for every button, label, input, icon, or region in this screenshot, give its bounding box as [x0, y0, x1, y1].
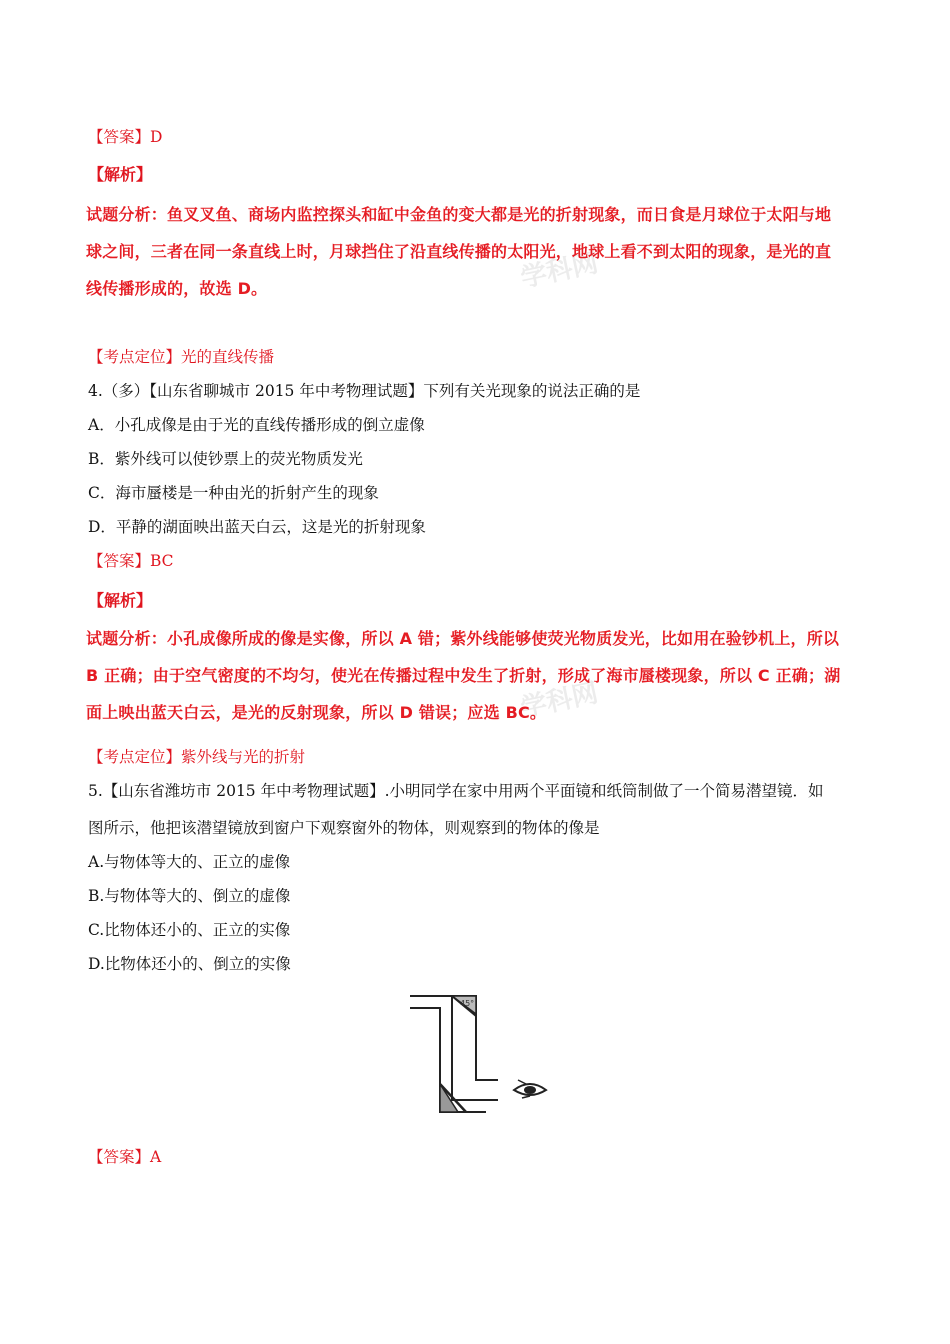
- analysis-line: 面上映出蓝天白云，是光的反射现象，所以 D 错误；应选 BC。: [86, 703, 547, 722]
- q4-option-c: C．海市蜃楼是一种由光的折射产生的现象: [88, 484, 379, 502]
- q5-answer: 【答案】A: [88, 1148, 162, 1166]
- watermark: 学科网: [518, 678, 601, 724]
- q3-kaodian: 【考点定位】光的直线传播: [88, 348, 275, 366]
- q5-stem-line: 5.【山东省潍坊市 2015 年中考物理试题】.小明同学在家中用两个平面镜和纸筒制做了一个简易潜望镜．如: [88, 782, 824, 800]
- angle-label: 45°: [460, 999, 475, 1008]
- q3-answer: 【答案】D: [88, 128, 163, 146]
- analysis-line: 球之间，三者在同一条直线上时，月球挡住了沿直线传播的太阳光，地球上看不到太阳的现象，是光的直: [86, 242, 832, 261]
- q4-analysis: [86, 620, 876, 731]
- periscope-figure: [406, 988, 556, 1114]
- q4-answer: 【答案】BC: [88, 552, 174, 570]
- q3-analysis: [86, 196, 876, 307]
- q4-option-d: D．平静的湖面映出蓝天白云，这是光的折射现象: [88, 518, 426, 536]
- q5-stem-line: 图所示，他把该潜望镜放到窗户下观察窗外的物体，则观察到的物体的像是: [88, 819, 600, 837]
- q4-option-a: A．小孔成像是由于光的直线传播形成的倒立虚像: [88, 416, 425, 434]
- q4-stem: 4.（多）【山东省聊城市 2015 年中考物理试题】下列有关光现象的说法正确的是: [88, 382, 641, 400]
- q4-analysis-title: 【解析】: [88, 591, 153, 610]
- eye-icon: [514, 1080, 546, 1098]
- q5-option-c: C.比物体还小的、正立的实像: [88, 921, 291, 939]
- analysis-line: 试题分析：鱼叉叉鱼、商场内监控探头和缸中金鱼的变大都是光的折射现象，而日食是月球位于太阳与地: [86, 205, 832, 224]
- top-mirror: [452, 996, 476, 1016]
- q5-option-d: D.比物体还小的、倒立的实像: [88, 955, 291, 973]
- q5-option-b: B.与物体等大的、倒立的虚像: [88, 887, 291, 905]
- q4-option-b: B．紫外线可以使钞票上的荧光物质发光: [88, 450, 363, 468]
- watermark: 学科网: [518, 248, 601, 294]
- q3-analysis-title: 【解析】: [88, 165, 153, 184]
- analysis-line: 线传播形成的，故选 D。: [86, 279, 268, 298]
- q4-kaodian: 【考点定位】紫外线与光的折射: [88, 748, 306, 766]
- analysis-line: 试题分析：小孔成像所成的像是实像，所以 A 错；紫外线能够使荧光物质发光，比如用在验钞机上，所以: [86, 629, 840, 648]
- q5-option-a: A.与物体等大的、正立的虚像: [88, 853, 291, 871]
- analysis-line: B 正确；由于空气密度的不均匀，使光在传播过程中发生了折射，形成了海市蜃楼现象，所以 C 正确；湖: [86, 666, 841, 685]
